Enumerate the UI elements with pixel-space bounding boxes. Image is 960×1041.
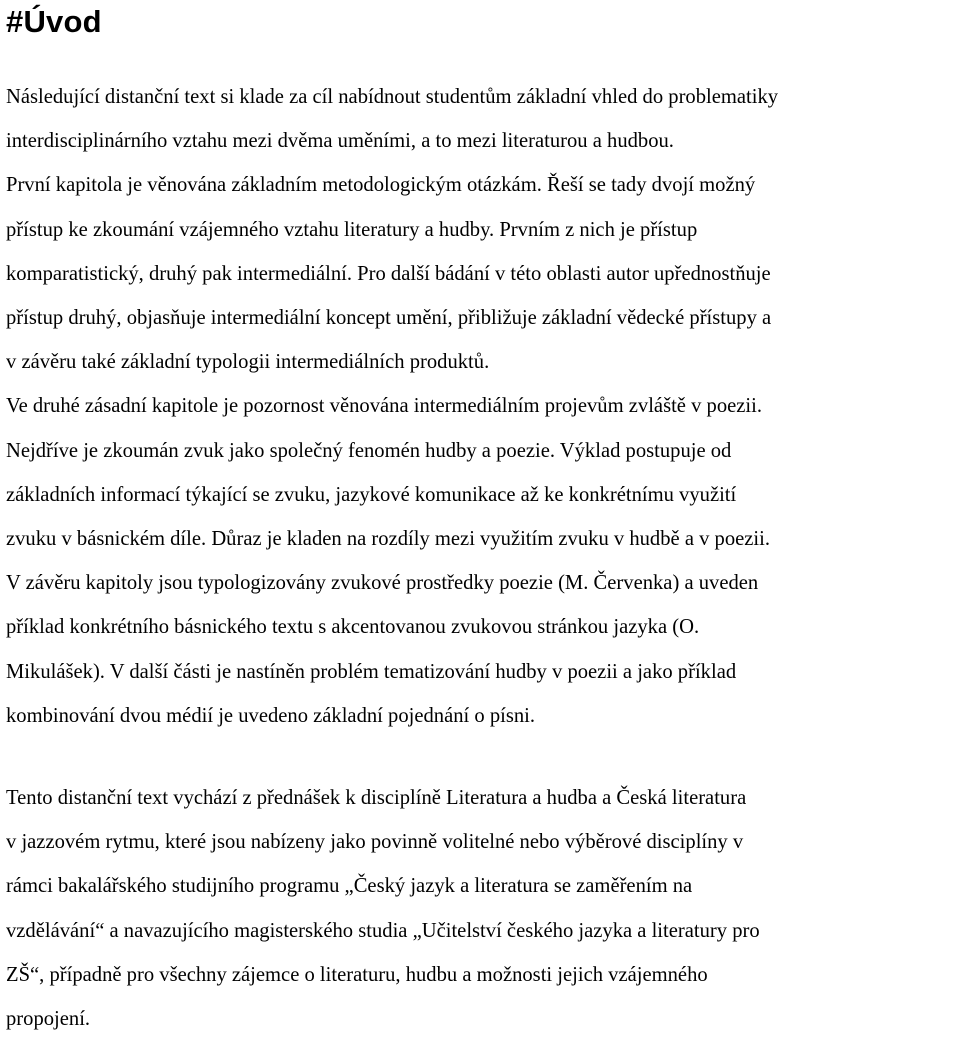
text-line: v jazzovém rytmu, které jsou nabízeny jako povinně volitelné nebo výběrové disciplíny v (6, 831, 744, 854)
text-line: interdisciplinárního vztahu mezi dvěma uměními, a to mezi literaturou a hudbou. (6, 130, 674, 153)
source-paragraph (6, 776, 956, 1041)
page-title: #Úvod (6, 4, 102, 39)
text-line: zvuku v básnickém díle. Důraz je kladen na rozdíly mezi využitím zvuku v hudbě a v poezii. (6, 528, 771, 551)
text-line: V závěru kapitoly jsou typologizovány zvukové prostředky poezie (M. Červenka) a uveden (6, 572, 759, 595)
text-line: Tento distanční text vychází z přednášek k disciplíně Literatura a hudba a Česká literatura (6, 787, 747, 809)
text-line: Ve druhé zásadní kapitole je pozornost věnována intermediálním projevům zvláště v poezii. (6, 395, 763, 418)
text-line: příklad konkrétního básnického textu s akcentovanou zvukovou stránkou jazyka (O. (6, 616, 700, 639)
text-line: přístup ke zkoumání vzájemného vztahu literatury a hudby. Prvním z nich je přístup (6, 218, 698, 241)
text-line: Mikulášek). V další části je nastíněn problém tematizování hudby v poezii a jako příklad (6, 660, 737, 683)
text-line: ZŠ“, případně pro všechny zájemce o literaturu, hudbu a možnosti jejich vzájemného (6, 963, 708, 986)
text-line: vzdělávání“ a navazujícího magisterského studia „Učitelství českého jazyka a literatury pro (6, 919, 760, 942)
text-line: Následující distanční text si klade za cíl nabídnout studentům základní vhled do problematiky (6, 86, 779, 108)
text-line: základních informací týkající se zvuku, jazykové komunikace až ke konkrétnímu využití (6, 483, 737, 506)
text-line: přístup druhý, objasňuje intermediální koncept umění, přibližuje základní vědecké přístupy a (6, 307, 772, 330)
text-line: komparatistický, druhý pak intermediální. Pro další bádání v této oblasti autor upřednostňuje (6, 262, 771, 285)
text-line: kombinování dvou médií je uvedeno základní pojednání o písni. (6, 704, 536, 727)
intro-paragraph (6, 75, 956, 738)
text-line: Nejdříve je zkoumán zvuk jako společný fenomén hudby a poezie. Výklad postupuje od (6, 439, 732, 462)
document-page (6, 0, 956, 1031)
text-line: První kapitola je věnována základním metodologickým otázkám. Řeší se tady dvojí možný (6, 174, 756, 197)
text-line: rámci bakalářského studijního programu „Český jazyk a literatura se zaměřením na (6, 875, 693, 898)
text-line: propojení. (6, 1008, 91, 1031)
text-line: v závěru také základní typologii intermediálních produktů. (6, 351, 490, 374)
